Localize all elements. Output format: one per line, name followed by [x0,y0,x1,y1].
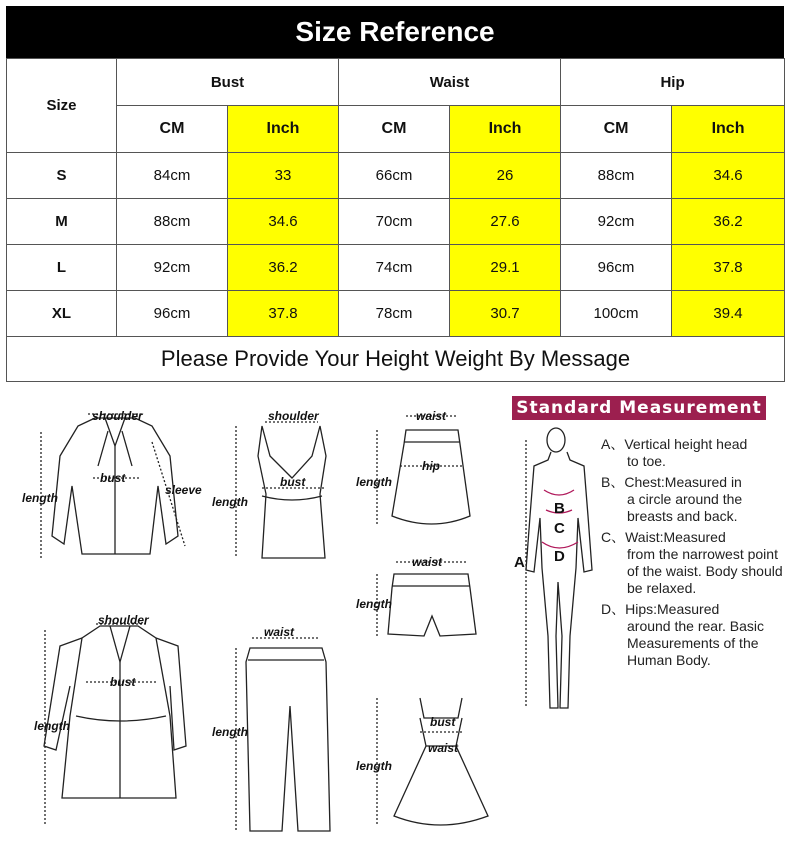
table-cell: 92cm [561,199,672,245]
measurement-item-c [601,529,786,597]
label-shoulder: shoulder [92,409,143,423]
blouse-sketch [41,414,185,558]
table-cell: 96cm [561,245,672,291]
table-cell: 92cm [117,245,228,291]
size-header: Size [7,59,117,153]
label-shoulder: shoulder [98,613,149,627]
unit-header: CM [561,106,672,153]
label-waist: waist [264,625,295,639]
table-cell: 70cm [339,199,450,245]
item-rest: a circle around the breasts and back. [627,491,743,524]
unit-header: Inch [672,106,785,153]
table-cell: 26 [450,153,561,199]
label-length: length [212,495,248,509]
label-bust: bust [110,675,136,689]
label-length: length [356,475,392,489]
item-rest: to toe. [627,453,666,469]
label-bust: bust [430,715,456,729]
size-table [6,58,785,382]
label-waist: waist [428,741,459,755]
label-waist: waist [412,555,443,569]
figure-letter-d: D [554,548,565,565]
table-cell: 88cm [561,153,672,199]
table-cell: 100cm [561,291,672,337]
item-first-line: C、Waist:Measured [601,529,726,545]
label-shoulder: shoulder [268,409,319,423]
label-length: length [212,725,248,739]
table-cell: 30.7 [450,291,561,337]
table-cell: 37.8 [228,291,339,337]
table-cell: 34.6 [672,153,785,199]
table-cell: 34.6 [228,199,339,245]
group-waist: Waist [339,59,561,106]
size-cell: S [7,153,117,199]
table-cell: 37.8 [672,245,785,291]
size-cell: L [7,245,117,291]
unit-header: Inch [450,106,561,153]
size-reference-title: Size Reference [6,6,784,58]
group-bust: Bust [117,59,339,106]
unit-header: Inch [228,106,339,153]
measurement-item-a [601,436,786,470]
unit-header: CM [117,106,228,153]
label-hip: hip [422,459,440,473]
human-figure [526,428,592,708]
figure-letter-b: B [554,500,565,517]
table-cell: 78cm [339,291,450,337]
item-first-line: A、Vertical height head [601,436,748,452]
table-row [7,245,785,291]
item-rest: around the rear. Basic Measurements of the Human Body. [627,618,764,668]
figure-letter-c: C [554,520,565,537]
label-waist: waist [416,409,447,423]
table-cell: 74cm [339,245,450,291]
table-cell: 27.6 [450,199,561,245]
table-cell: 96cm [117,291,228,337]
measurement-descriptions [601,436,786,673]
label-bust: bust [100,471,126,485]
table-cell: 39.4 [672,291,785,337]
table-row [7,153,785,199]
size-cell: XL [7,291,117,337]
table-cell: 33 [228,153,339,199]
group-hip: Hip [561,59,785,106]
table-cell: 88cm [117,199,228,245]
table-cell: 29.1 [450,245,561,291]
size-cell: M [7,199,117,245]
table-cell: 66cm [339,153,450,199]
table-cell: 36.2 [672,199,785,245]
label-sleeve: sleeve [165,483,202,497]
label-length: length [34,719,70,733]
standard-measurement-title: Standard Measurement [512,396,766,420]
label-bust: bust [280,475,306,489]
figure-letter-a: A [514,554,525,571]
unit-header: CM [339,106,450,153]
item-rest: from the narrowest point of the waist. Body should be relaxed. [627,546,783,596]
item-first-line: B、Chest:Measured in [601,474,742,490]
item-first-line: D、Hips:Measured [601,601,720,617]
measurement-item-d [601,601,786,669]
table-cell: 36.2 [228,245,339,291]
trousers-sketch [236,638,330,831]
table-row [7,199,785,245]
label-length: length [356,597,392,611]
table-cell: 84cm [117,153,228,199]
table-row [7,291,785,337]
label-length: length [22,491,58,505]
tank-top-sketch [236,422,326,558]
label-length: length [356,759,392,773]
message-note: Please Provide Your Height Weight By Message [7,337,785,382]
measurement-item-b [601,474,786,525]
